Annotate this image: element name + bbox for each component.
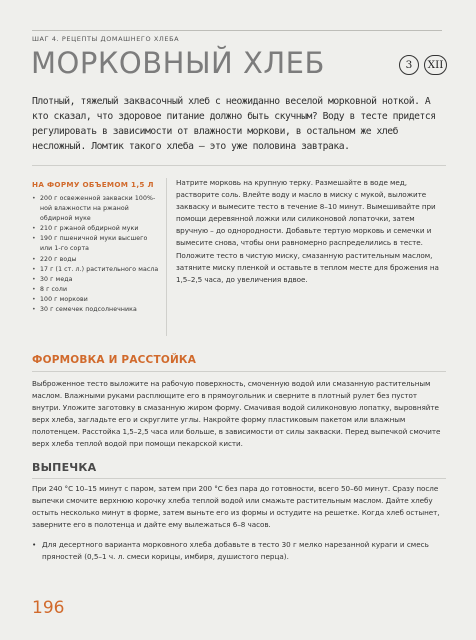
ingredient-item: • 190 г пшеничной муки высшего или 1-го сорта (32, 234, 160, 254)
ingredients-heading: НА ФОРМУ ОБЪЕМОМ 1,5 Л (32, 180, 154, 189)
chapter-label: ШАГ 4. РЕЦЕПТЫ ДОМАШНЕГО ХЛЕБА (32, 35, 180, 43)
ingredient-item: • 220 г воды (32, 255, 160, 265)
page-number: 196 (32, 598, 65, 618)
tip-item: • Для десертного варианта морковного хлеба добавьте в тесто 30 г мелко нарезанной кураги и смесь пряностей (0,5–1 ч. л. смеси корицы, имбиря, душистого перца). (32, 539, 446, 563)
intro-text: Плотный, тяжелый заквасочный хлеб с неожиданно веселой морковной ноткой. А кто сказал, что здоровое питание должно быть скучным? Воду в тесте придется регулировать в зависимости от влажности моркови, в остальном же хлеб несложный. Ломтик такого хлеба – это уже половина завтрака. (32, 96, 436, 152)
ingredient-item: • 100 г моркови (32, 295, 160, 305)
ingredient-item: • 210 г ржаной обдирной муки (32, 224, 160, 234)
top-rule (32, 30, 442, 31)
recipe-title: МОРКОВНЫЙ ХЛЕБ (31, 46, 325, 80)
ingredient-item: • 30 г семечек подсолнечника (32, 305, 160, 315)
intro-divider (32, 165, 446, 166)
difficulty-badge: 3 (399, 55, 419, 75)
ingredient-item: • 17 г (1 ст. л.) растительного масла (32, 265, 160, 275)
baking-text: При 240 °С 10–15 минут с паром, затем при 200 °С без пара до готовности, всего 50–60 минут. Сразу после выпечки смочите верхнюю корочку хлеба теплой водой или смажьте растительным маслом. Дайте хлебу остыть несколько минут в форме, затем выньте его из формы и остудите на решетке. Когда хлеб остынет, заверните его в полотенца и дайте ему вылежаться 6–8 часов. (32, 484, 440, 530)
shaping-heading: ФОРМОВКА И РАССТОЙКА (32, 354, 197, 366)
ingredient-item: • 30 г меда (32, 275, 160, 285)
ingredient-list (32, 194, 160, 315)
ingredient-item: • 8 г соли (32, 285, 160, 295)
ingredient-item: • 200 г освеженной закваски 100%-ной влажности на ржаной обдирной муке (32, 194, 160, 224)
month-badge: XII (424, 55, 447, 75)
baking-divider (32, 478, 446, 479)
column-divider (166, 178, 167, 336)
shaping-text: Выброженное тесто выложите на рабочую поверхность, смоченную водой или смазанную растительным маслом. Влажными руками расплющите его в прямоугольник и сверните в плотный рулет без пустот внутри. Уложите заготовку в смазанную жиром форму. Смачивая водой силиконовую лопатку, выровняйте верх хлеба, загладьте его и скруглите углы. Накройте форму пластиковым пакетом или влажным полотенцем. Расстойка 1,5–2,5 часа или больше, в зависимости от силы закваски. Перед выпечкой смочите верх хлеба теплой водой при помощи пекарской кисти. (32, 379, 441, 449)
shaping-divider (32, 371, 446, 372)
method-text: Натрите морковь на крупную терку. Размешайте в воде мед, растворите соль. Влейте воду и масло в миску с мукой, выложите закваску и вымесите тесто в течение 8–10 минут. Вымешивайте при помощи деревянной ложки или силиконовой лопаточки, затем вручную – до однородности. Добавьте тертую морковь и семечки и вымесите снова, чтобы они равномерно распределились в тесте. Положите тесто в чистую миску, смазанную растительным маслом, затяните миску пленкой и оставьте в теплом месте для брожения на 1,5–2,5 часа, до увеличения вдвое. (176, 178, 439, 284)
baking-heading: ВЫПЕЧКА (32, 461, 97, 474)
